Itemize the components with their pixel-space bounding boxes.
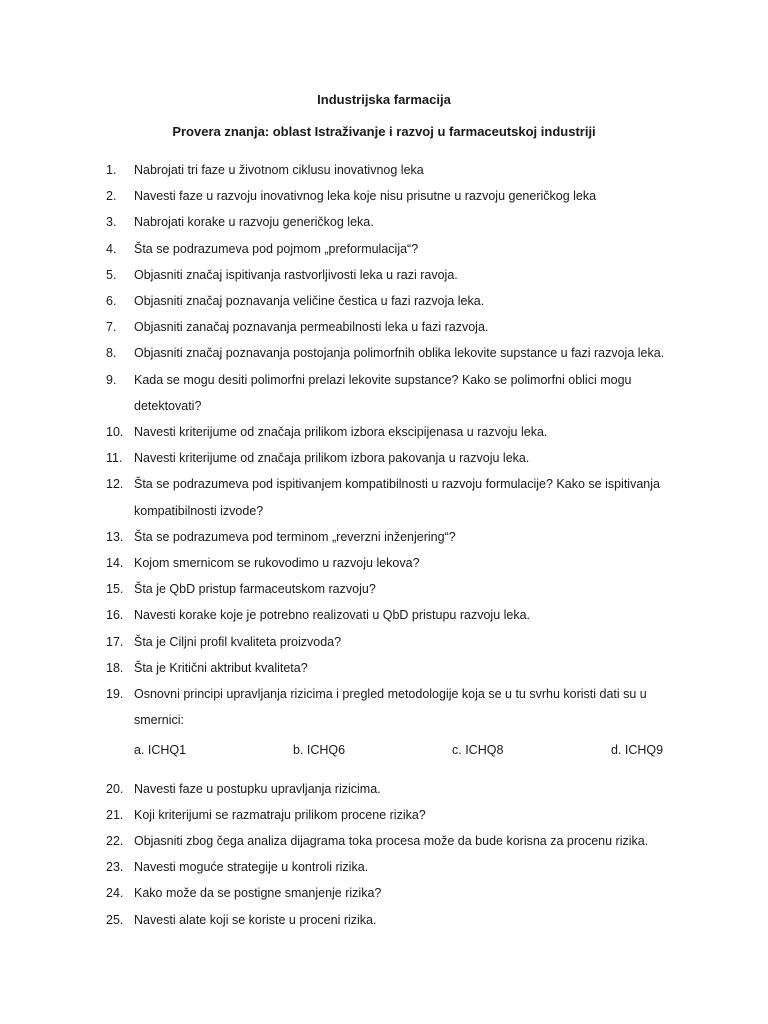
question-text: Koji kriterijumi se razmatraju prilikom procene rizika? bbox=[134, 807, 426, 822]
question-number: 17. bbox=[106, 634, 124, 649]
question-item bbox=[96, 471, 696, 523]
question-text: Navesti moguće strategije u kontroli rizika. bbox=[134, 860, 369, 875]
question-text: Šta se podrazumeva pod terminom „reverzni inženjering“? bbox=[134, 529, 456, 544]
question-text: Navesti korake koje je potrebno realizovati u QbD pristupu razvoju leka. bbox=[134, 608, 531, 623]
question-item bbox=[96, 602, 696, 628]
document-subtitle: Provera znanja: oblast Istraživanje i razvoj u farmaceutskoj industriji bbox=[172, 124, 596, 139]
question-number: 18. bbox=[106, 660, 124, 675]
question-number: 16. bbox=[106, 608, 124, 623]
question-item bbox=[96, 655, 696, 681]
question-item bbox=[96, 854, 696, 880]
question-item bbox=[96, 419, 696, 445]
question-item bbox=[96, 828, 696, 854]
question-item bbox=[96, 340, 696, 366]
question-text: Objasniti značaj poznavanja veličine čestica u fazi razvoja leka. bbox=[134, 294, 485, 309]
question-number: 8. bbox=[106, 346, 117, 361]
question-number: 15. bbox=[106, 582, 124, 597]
question-item bbox=[96, 262, 696, 288]
question-item bbox=[96, 776, 696, 802]
question-number: 1. bbox=[106, 163, 117, 177]
question-item bbox=[96, 288, 696, 314]
question-item bbox=[96, 576, 696, 602]
question-group-a bbox=[96, 157, 696, 733]
question-text: Navesti faze u postupku upravljanja rizicima. bbox=[134, 781, 381, 796]
question-text: Objasniti zbog čega analiza dijagrama toka procesa može da bude korisna za procenu rizika. bbox=[134, 834, 649, 849]
answer-option: d. ICHQ9 bbox=[611, 743, 664, 758]
document-title: Industrijska farmacija bbox=[317, 92, 451, 107]
question-text: Kada se mogu desiti polimorfni prelazi lekovite supstance? Kako se polimorfni oblici mogu detektovati? bbox=[134, 372, 632, 413]
question-number: 20. bbox=[106, 781, 124, 796]
question-text: Šta se podrazumeva pod ispitivanjem kompatibilnosti u razvoju formulacije? Kako se ispitivanja kompatibilnosti izvode? bbox=[134, 477, 660, 518]
question-number: 22. bbox=[106, 834, 124, 849]
question-number: 25. bbox=[106, 912, 124, 927]
answer-option: c. ICHQ8 bbox=[452, 743, 504, 758]
question-item bbox=[96, 183, 696, 209]
question-item bbox=[96, 629, 696, 655]
question-number: 14. bbox=[106, 556, 124, 571]
question-text: Objasniti značaj poznavanja postojanja polimorfnih oblika lekovite supstance u fazi razvoja leka. bbox=[134, 346, 665, 361]
answer-option: b. ICHQ6 bbox=[293, 743, 346, 758]
question-number: 2. bbox=[106, 189, 117, 204]
question-number: 23. bbox=[106, 860, 124, 875]
question-number: 4. bbox=[106, 241, 117, 256]
question-text: Objasniti značaj ispitivanja rastvorljivosti leka u razi ravoja. bbox=[134, 267, 458, 282]
question-item bbox=[96, 880, 696, 906]
question-text: Osnovni principi upravljanja rizicima i pregled metodologije koja se u tu svrhu koristi dati su u smernici: bbox=[134, 687, 647, 728]
question-number: 6. bbox=[106, 294, 117, 309]
question-number: 11. bbox=[106, 451, 123, 466]
question-text: Šta je Ciljni profil kvaliteta proizvoda? bbox=[134, 634, 342, 649]
question-text: Objasniti zanačaj poznavanja permeabilnosti leka u fazi razvoja. bbox=[134, 320, 489, 335]
question-number: 19. bbox=[106, 687, 124, 702]
question-item bbox=[96, 524, 696, 550]
question-text: Navesti alate koji se koriste u proceni rizika. bbox=[134, 912, 377, 927]
answer-option: a. ICHQ1 bbox=[134, 743, 187, 758]
question-item bbox=[96, 907, 696, 933]
question-item bbox=[96, 367, 696, 419]
question-text: Navesti faze u razvoju inovativnog leka koje nisu prisutne u razvoju generičkog leka bbox=[134, 189, 597, 204]
question-text: Navesti kriterijume od značaja prilikom izbora pakovanja u razvoju leka. bbox=[134, 451, 530, 466]
question-text: Šta se podrazumeva pod pojmom „preformulacija“? bbox=[134, 241, 419, 256]
question-number: 12. bbox=[106, 477, 124, 492]
question-text: Nabrojati tri faze u životnom ciklusu inovativnog leka bbox=[134, 163, 424, 177]
question-item bbox=[96, 802, 696, 828]
question-item bbox=[96, 681, 696, 733]
question-item bbox=[96, 236, 696, 262]
question-number: 10. bbox=[106, 425, 124, 440]
question-text: Kako može da se postigne smanjenje rizika? bbox=[134, 886, 382, 901]
question-item bbox=[96, 550, 696, 576]
question-item bbox=[96, 209, 696, 235]
question-text: Šta je QbD pristup farmaceutskom razvoju? bbox=[134, 582, 376, 597]
question-text: Šta je Kritični aktribut kvaliteta? bbox=[134, 660, 308, 675]
question-group-b bbox=[96, 776, 696, 933]
question-text: Kojom smernicom se rukovodimo u razvoju lekova? bbox=[134, 556, 420, 571]
question-number: 5. bbox=[106, 267, 117, 282]
question-text: Navesti kriterijume od značaja prilikom izbora ekscipijenasa u razvoju leka. bbox=[134, 425, 548, 440]
question-number: 3. bbox=[106, 215, 117, 230]
answer-options bbox=[96, 737, 696, 763]
question-item bbox=[96, 314, 696, 340]
question-number: 7. bbox=[106, 320, 117, 335]
question-number: 13. bbox=[106, 529, 124, 544]
question-number: 21. bbox=[106, 807, 124, 822]
question-list bbox=[96, 157, 696, 933]
question-text: Nabrojati korake u razvoju generičkog leka. bbox=[134, 215, 374, 230]
question-number: 24. bbox=[106, 886, 124, 901]
question-number: 9. bbox=[106, 372, 117, 387]
question-item bbox=[96, 445, 696, 471]
question-item bbox=[96, 157, 696, 183]
